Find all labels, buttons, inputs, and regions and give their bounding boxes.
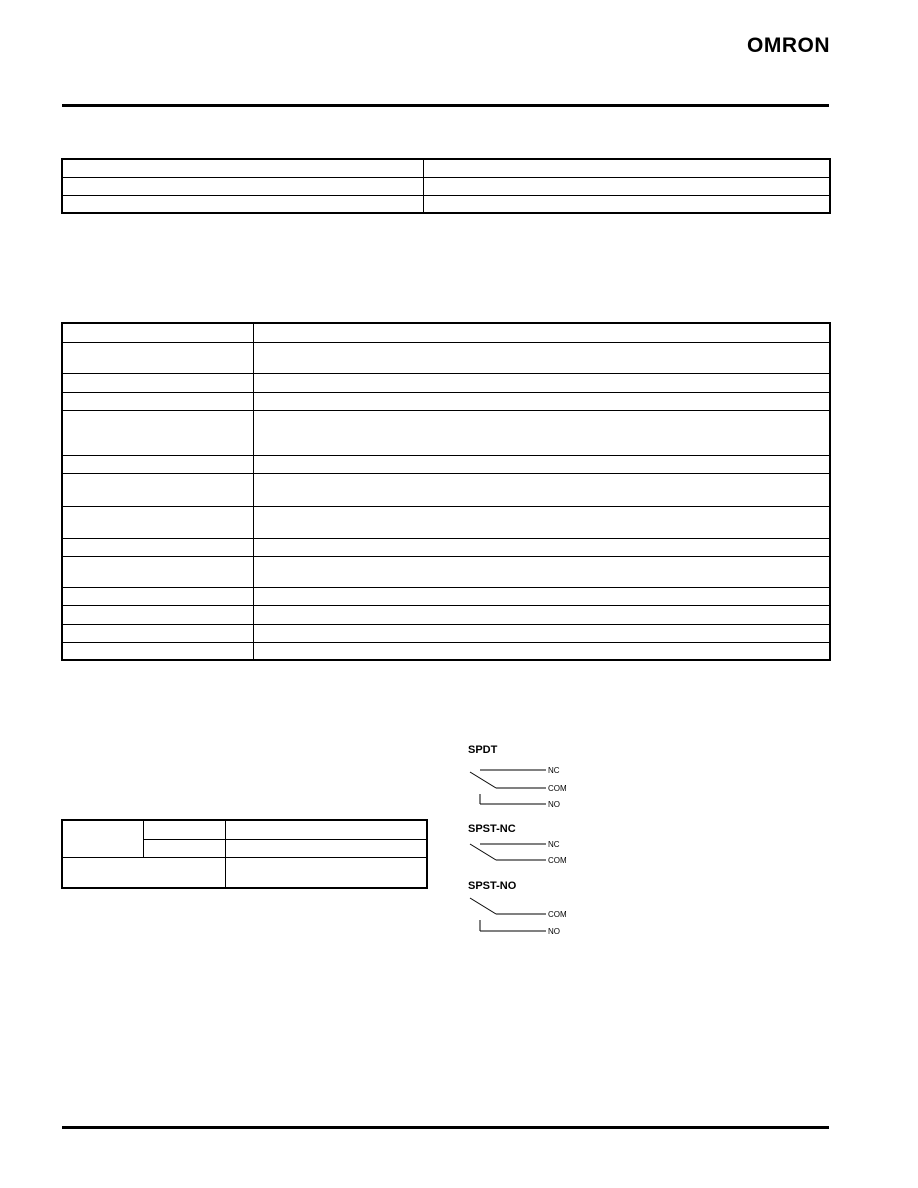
table-cell: [62, 605, 253, 624]
main-spec-table: [61, 322, 831, 661]
table-row: [62, 392, 830, 410]
table-cell: [253, 455, 830, 473]
table-cell: [62, 538, 253, 556]
table-row: [62, 605, 830, 624]
table-cell: [143, 820, 225, 839]
table-cell: [253, 506, 830, 538]
spdt-title: SPDT: [468, 744, 498, 756]
spdt-no-label: NO: [548, 800, 560, 809]
table-cell: [253, 605, 830, 624]
table-cell: [423, 195, 830, 213]
table-row: [62, 410, 830, 455]
table-cell: [62, 410, 253, 455]
table-row: [62, 342, 830, 373]
footer-rule: [62, 1126, 829, 1129]
table-cell: [253, 342, 830, 373]
table-cell: [253, 624, 830, 642]
table-cell: [62, 587, 253, 605]
table-cell: [62, 195, 423, 213]
table-row: [62, 177, 830, 195]
contact-forms-diagram: [466, 742, 606, 942]
table-row: [62, 455, 830, 473]
table-row: [62, 857, 427, 888]
table-row: [62, 159, 830, 177]
table-cell: [253, 392, 830, 410]
spst-no-no-label: NO: [548, 927, 560, 936]
spst-nc-title: SPST-NC: [468, 823, 516, 835]
spst-nc-nc-label: NC: [548, 840, 560, 849]
spst-nc-com-label: COM: [548, 856, 567, 865]
table-cell: [253, 323, 830, 342]
table-cell: [62, 159, 423, 177]
table-row: [62, 624, 830, 642]
table-cell: [253, 587, 830, 605]
table-cell: [62, 342, 253, 373]
spst-no-title: SPST-NO: [468, 880, 517, 892]
spdt-com-label: COM: [548, 784, 567, 793]
table-cell: [253, 473, 830, 506]
table-cell: [253, 373, 830, 392]
table-cell: [62, 373, 253, 392]
table-cell: [225, 820, 427, 839]
table-cell: [62, 506, 253, 538]
table-row: [62, 820, 427, 839]
table-row: [62, 556, 830, 587]
top-spec-table: [61, 158, 831, 214]
spdt-nc-label: NC: [548, 766, 560, 775]
table-row: [62, 642, 830, 660]
table-cell: [225, 857, 427, 888]
table-row: [62, 373, 830, 392]
table-row: [62, 506, 830, 538]
table-cell: [62, 820, 143, 857]
table-cell: [62, 177, 423, 195]
table-cell: [62, 624, 253, 642]
table-cell: [62, 455, 253, 473]
table-row: [62, 587, 830, 605]
table-cell: [62, 857, 225, 888]
table-cell: [253, 538, 830, 556]
table-row: [62, 323, 830, 342]
table-cell: [143, 839, 225, 857]
table-cell: [253, 642, 830, 660]
table-cell: [62, 556, 253, 587]
table-cell: [253, 556, 830, 587]
table-cell: [62, 473, 253, 506]
table-cell: [62, 323, 253, 342]
table-row: [62, 473, 830, 506]
header-rule: [62, 104, 829, 107]
table-cell: [62, 642, 253, 660]
omron-logo: OMRON: [747, 34, 830, 57]
table-cell: [423, 177, 830, 195]
table-cell: [253, 410, 830, 455]
table-row: [62, 195, 830, 213]
spst-no-com-label: COM: [548, 910, 567, 919]
table-row: [62, 538, 830, 556]
table-cell: [62, 392, 253, 410]
table-cell: [225, 839, 427, 857]
table-cell: [423, 159, 830, 177]
small-spec-table: [61, 819, 428, 889]
